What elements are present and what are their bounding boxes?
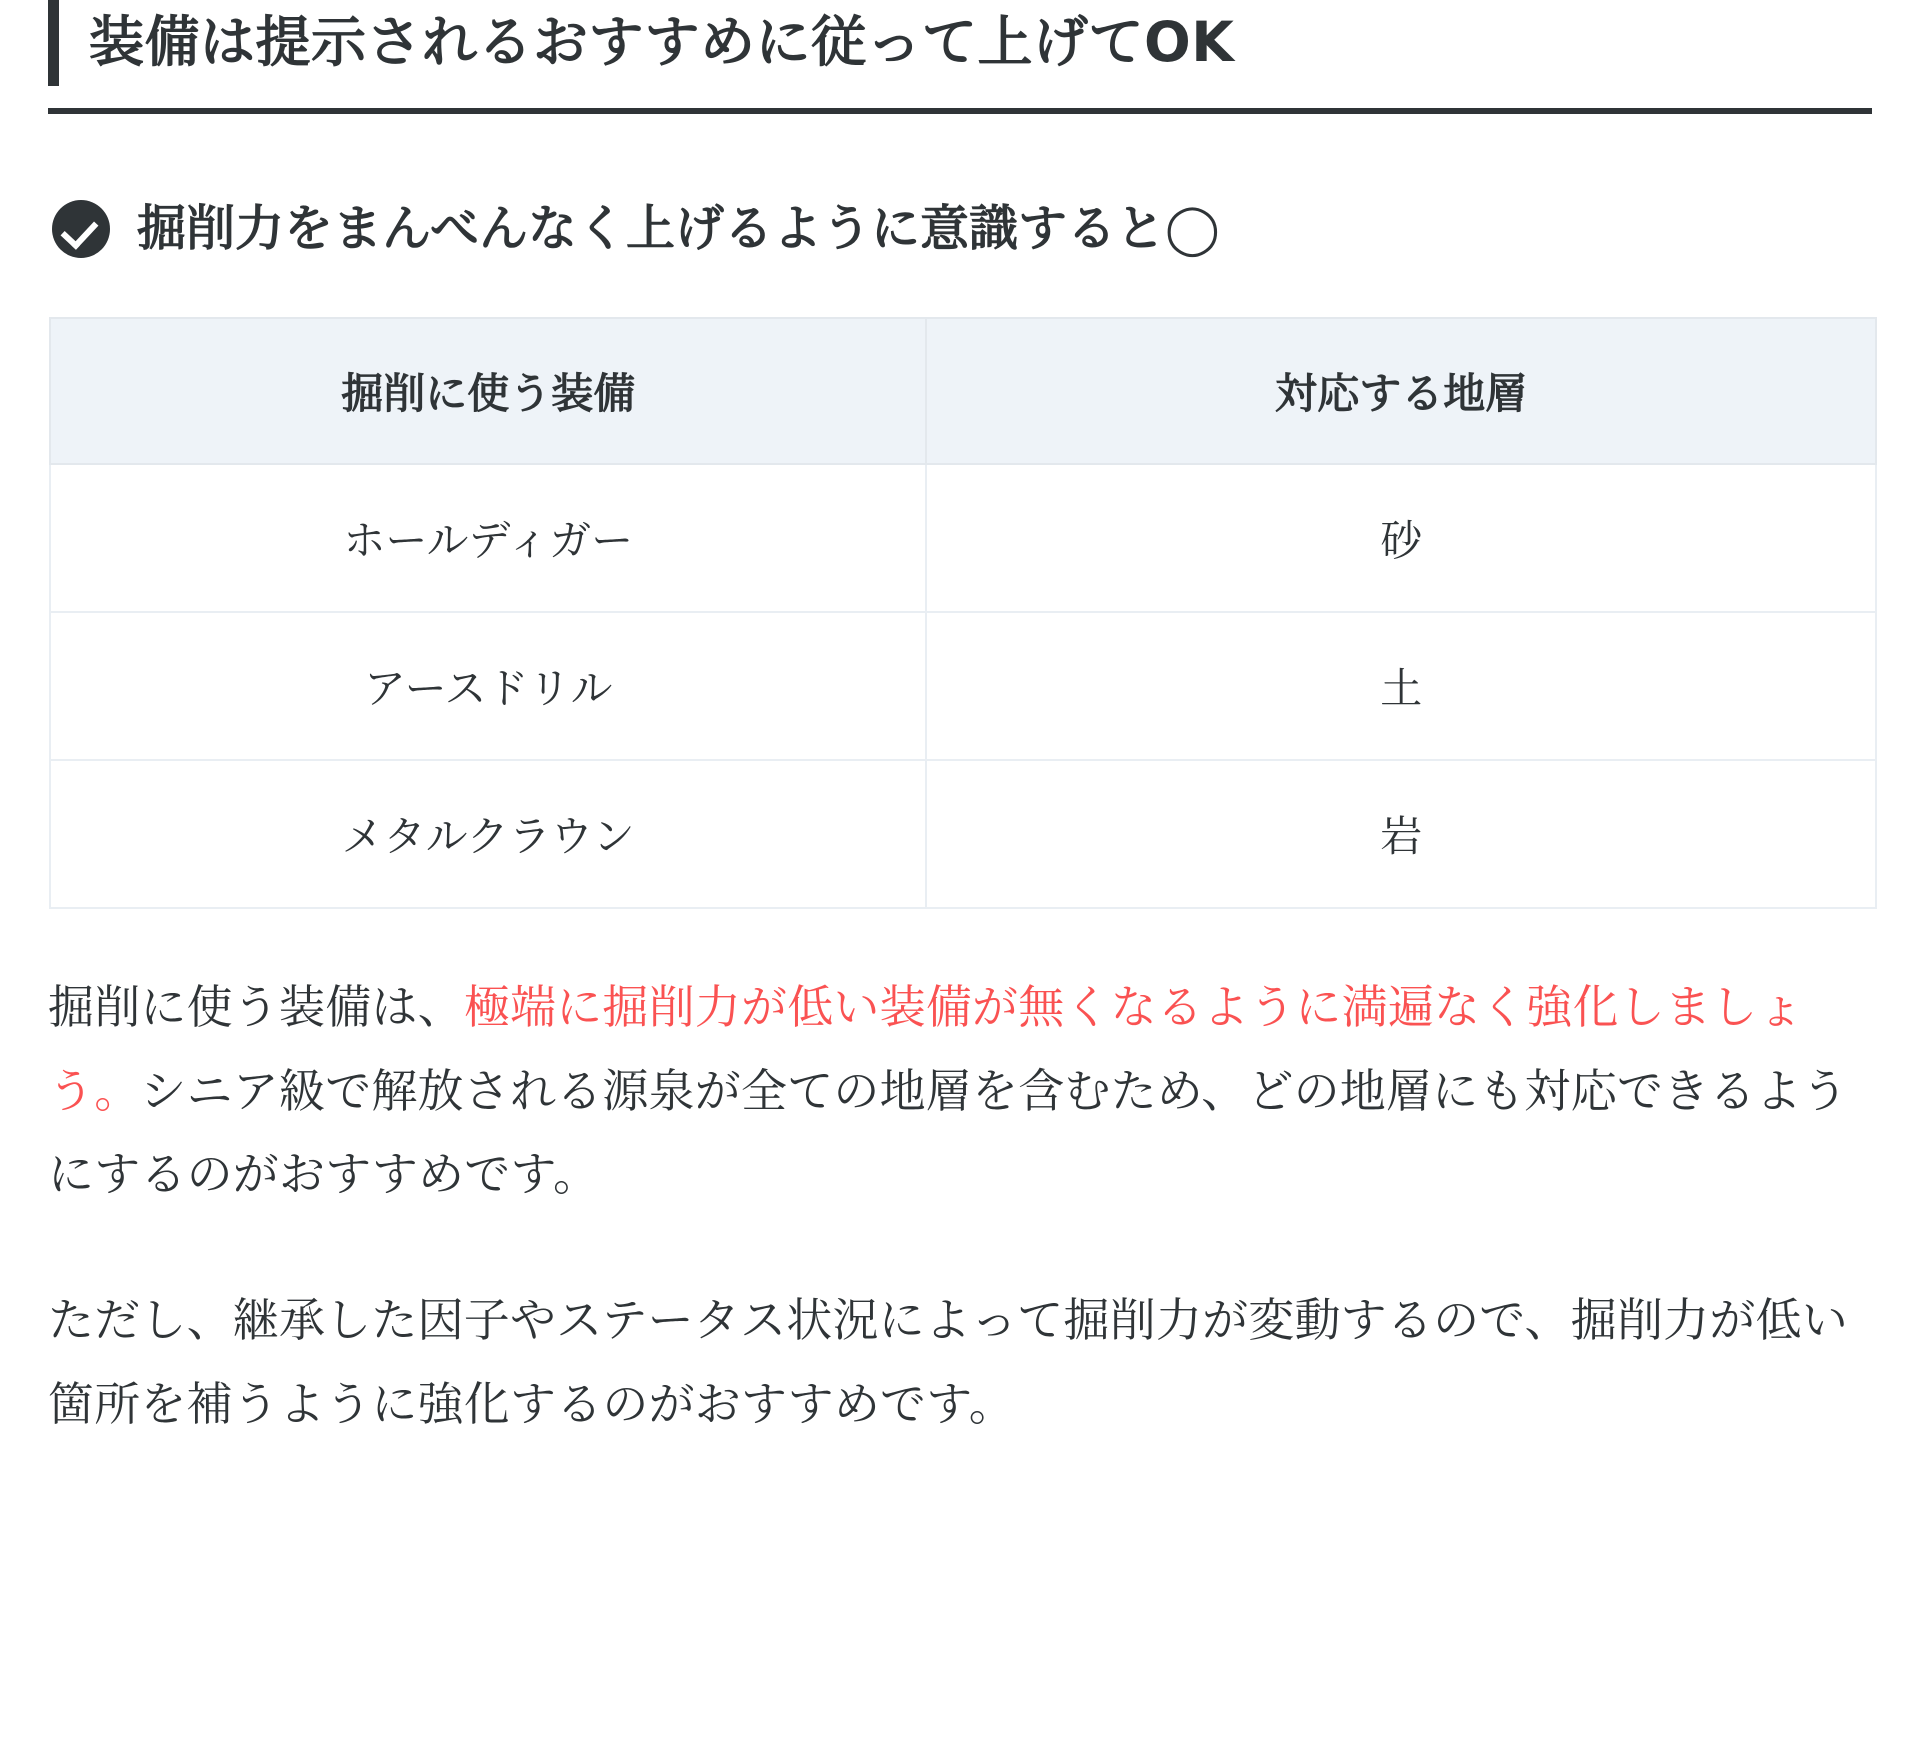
table-row xyxy=(50,464,1876,612)
equipment-table-wrap xyxy=(48,317,1872,909)
table-row xyxy=(50,760,1876,908)
paragraph-two: ただし、継承した因子やステータス状況によって掘削力が変動するので、掘削力が低い箇所を補うように強化するのがおすすめです。 xyxy=(48,1292,1848,1431)
table-cell-layer: 砂 xyxy=(926,464,1876,612)
paragraph-one-highlight: 極端に掘削力が低い装備が無くなるように満遍なく強化しましょう。 xyxy=(48,979,1804,1118)
table-header-row xyxy=(50,318,1876,464)
table-header-cell-layer: 対応する地層 xyxy=(926,318,1876,464)
table-cell-equipment: アースドリル xyxy=(50,612,926,760)
equipment-table xyxy=(49,317,1877,909)
paragraph-one xyxy=(48,966,1872,1217)
check-circle-icon xyxy=(52,200,110,258)
check-subheading xyxy=(48,200,1872,259)
section-heading-text: 装備は提示されるおすすめに従って上げてOK xyxy=(89,10,1235,75)
section-heading xyxy=(48,0,1872,114)
table-cell-layer: 岩 xyxy=(926,760,1876,908)
check-subheading-text: 掘削力をまんべんなく上げるように意識すると◯ xyxy=(137,200,1220,257)
table-header-cell-equipment: 掘削に使う装備 xyxy=(50,318,926,464)
paragraph-one-tail: シニア級で解放される源泉が全ての地層を含むため、どの地層にも対応できるようにするのがおすすめです。 xyxy=(48,1063,1848,1202)
paragraph-one-lead: 掘削に使う装備は、 xyxy=(48,979,464,1034)
heading-accent-bar xyxy=(48,0,59,86)
table-row xyxy=(50,612,1876,760)
table-cell-layer: 土 xyxy=(926,612,1876,760)
table-cell-equipment: ホールディガー xyxy=(50,464,926,612)
table-cell-equipment: メタルクラウン xyxy=(50,760,926,908)
